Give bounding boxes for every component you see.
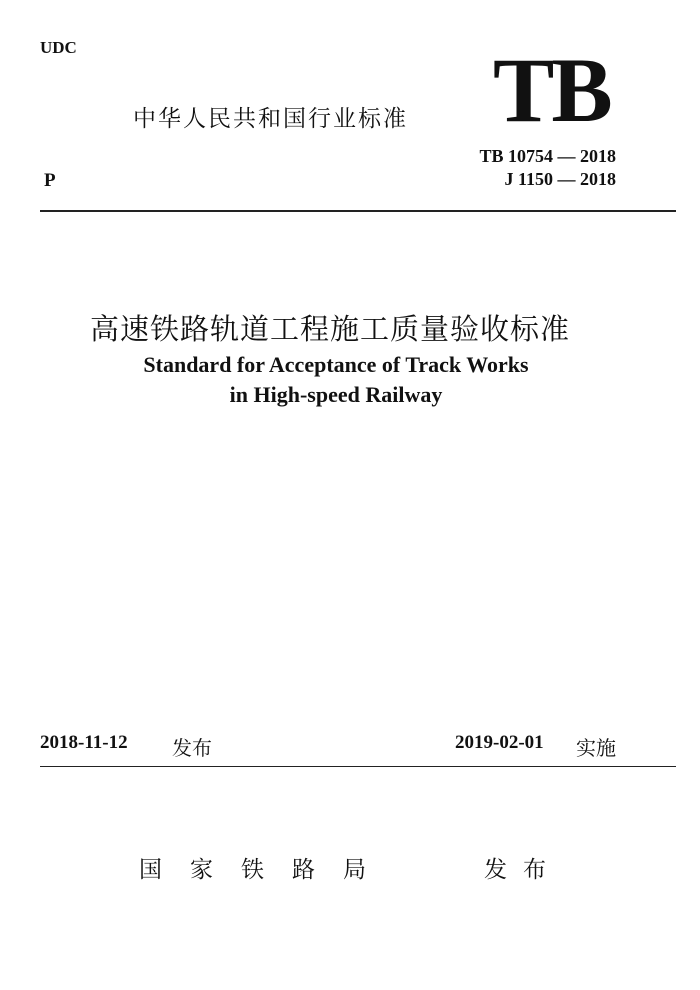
title-english-line1: Standard for Acceptance of Track Works (143, 352, 529, 377)
title-chinese: 高速铁路轨道工程施工质量验收标准 (89, 312, 570, 346)
record-code: J 1150 — 2018 (504, 169, 616, 189)
implement-label: 实施 (576, 736, 616, 760)
date-divider (40, 766, 676, 767)
issue-date: 2018-11-12 (40, 732, 128, 753)
header-divider (40, 210, 676, 212)
classification-code: P (44, 170, 56, 191)
udc-label: UDC (40, 38, 77, 57)
industry-standard-label: 中华人民共和国行业标准 (133, 106, 408, 132)
implement-date: 2019-02-01 (455, 732, 544, 753)
tb-logo: TB (493, 39, 610, 141)
issue-label: 发布 (172, 736, 212, 760)
publish-label: 发布 (484, 857, 562, 883)
publisher-name: 国家铁路局 (139, 857, 394, 883)
standard-code: TB 10754 — 2018 (479, 146, 616, 166)
title-english-line2: in High-speed Railway (229, 382, 443, 407)
